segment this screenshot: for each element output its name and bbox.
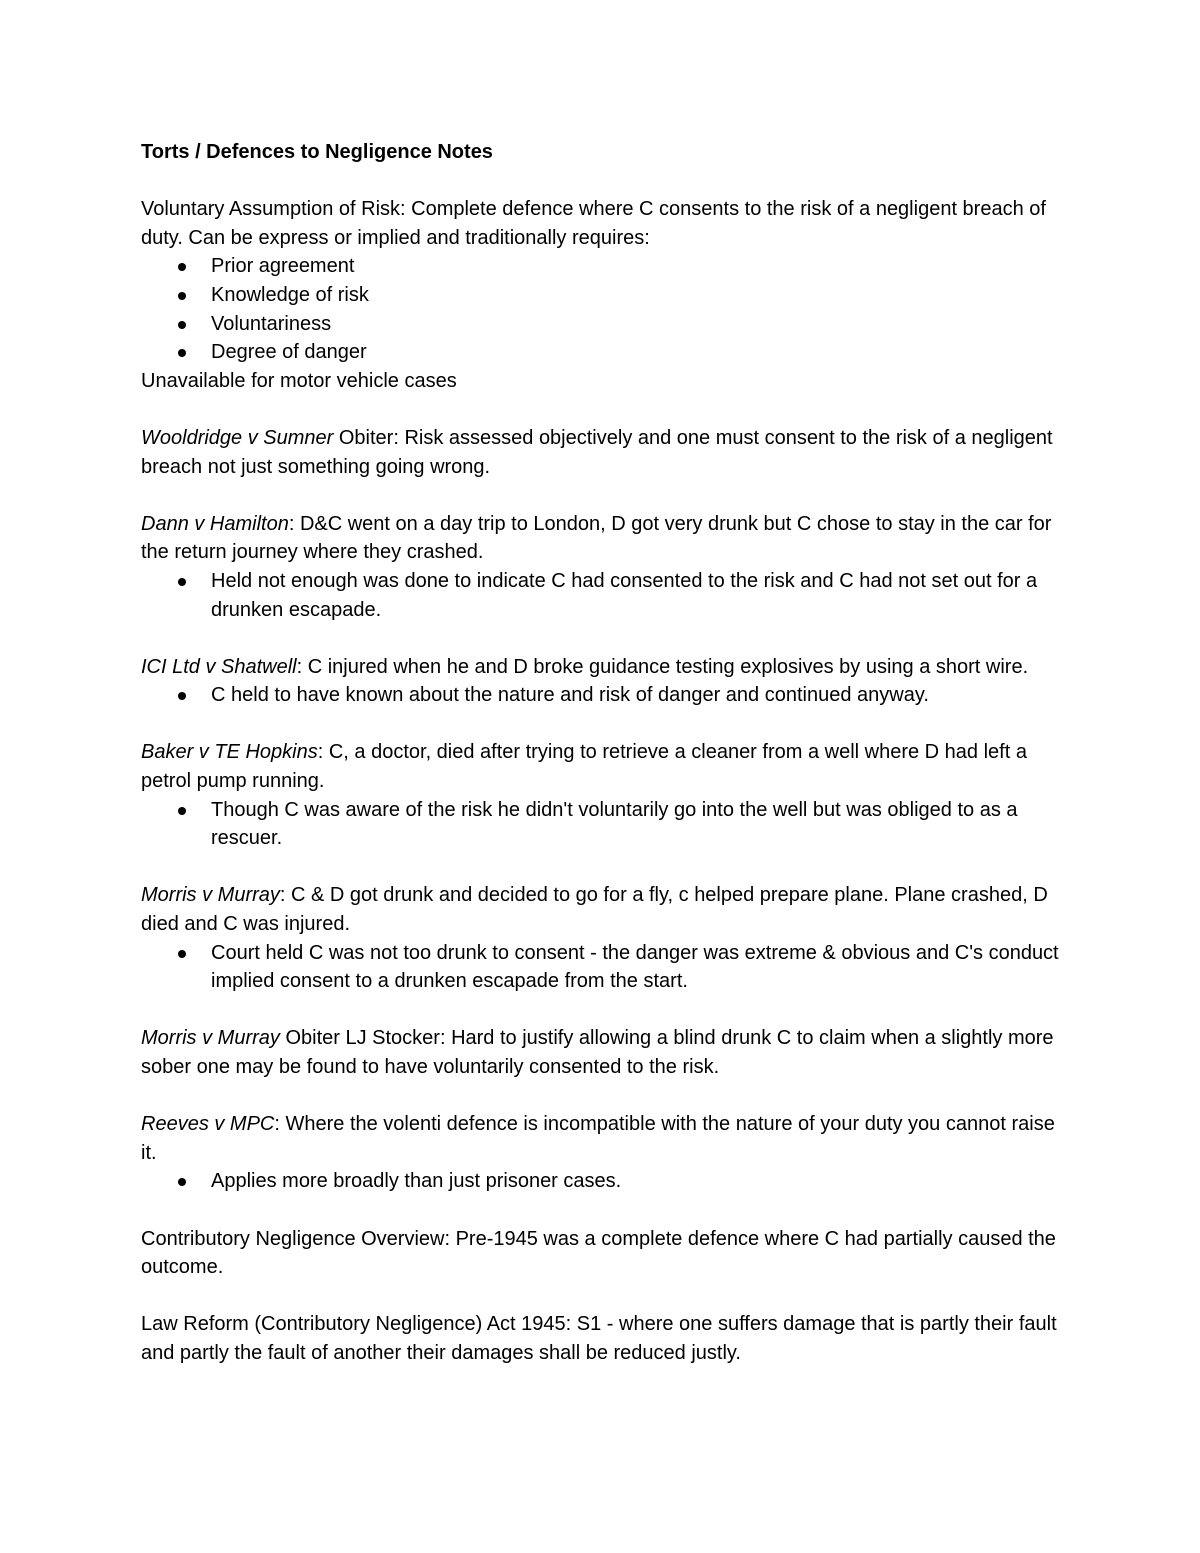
reeves-bullets: [141, 1167, 1071, 1196]
law-reform-paragraph: Law Reform (Contributory Negligence) Act 1945: S1 - where one suffers damage that is partly their fault and partly the fault of another their damages shall be reduced justly.: [141, 1313, 1057, 1364]
list-item-text: Degree of danger: [211, 341, 367, 364]
volenti-note: Unavailable for motor vehicle cases: [141, 369, 457, 392]
reeves-paragraph: [141, 1110, 1071, 1167]
list-item-text: Knowledge of risk: [211, 283, 369, 306]
list-item: [211, 796, 1071, 853]
wooldridge-paragraph: [141, 424, 1071, 481]
case-text: Obiter LJ Stocker: Hard to justify allowing a blind drunk C to claim when a slightly more sober one may be found to have voluntarily consented to the risk.: [141, 1027, 1054, 1078]
list-item-text: Court held C was not too drunk to consent - the danger was extreme & obvious and C's conduct implied consent to a drunken escapade from the start.: [211, 941, 1059, 993]
list-item-text: Applies more broadly than just prisoner cases.: [211, 1170, 622, 1193]
bullet-icon: [178, 321, 186, 329]
spacer: [141, 710, 1071, 739]
morris-paragraph: [141, 881, 1071, 938]
morris-bullets: [141, 939, 1071, 996]
bullet-icon: [178, 692, 186, 700]
case-name: Wooldridge v Sumner: [141, 426, 334, 449]
ici-paragraph: [141, 653, 1071, 682]
case-name: Reeves v MPC: [141, 1113, 275, 1136]
spacer: [141, 853, 1071, 882]
list-item: [211, 939, 1071, 996]
baker-paragraph: [141, 738, 1071, 795]
list-item: [211, 567, 1071, 624]
case-name: ICI Ltd v Shatwell: [141, 655, 297, 678]
volenti-intro: Voluntary Assumption of Risk: Complete defence where C consents to the risk of a negligent breach of duty. Can be express or implied and traditionally requires:: [141, 198, 1046, 249]
spacer: [141, 624, 1071, 653]
bullet-icon: [178, 292, 186, 300]
case-name: Dann v Hamilton: [141, 512, 289, 535]
list-item: [211, 310, 1071, 339]
spacer: [141, 1082, 1071, 1111]
bullet-icon: [178, 1178, 186, 1186]
case-name: Morris v Murray: [141, 884, 280, 907]
list-item: [211, 252, 1071, 281]
list-item-text: Voluntariness: [211, 312, 332, 335]
case-text: : C & D got drunk and decided to go for a fly, c helped prepare plane. Plane crashed, D died and C was injured.: [141, 884, 1048, 936]
list-item: [211, 281, 1071, 310]
bullet-icon: [178, 263, 186, 271]
dann-bullets: [141, 567, 1071, 624]
spacer: [141, 1282, 1071, 1311]
list-item-text: Held not enough was done to indicate C had consented to the risk and C had not set out for a drunken escapade.: [211, 569, 1038, 621]
spacer: [141, 167, 1071, 196]
list-item: [211, 1167, 1071, 1196]
case-text: Obiter: Risk assessed objectively and one must consent to the risk of a negligent breach not just something going wrong.: [141, 426, 1053, 478]
case-text: : C injured when he and D broke guidance testing explosives by using a short wire.: [296, 655, 1029, 678]
list-item-text: Prior agreement: [211, 255, 355, 278]
bullet-icon: [178, 578, 186, 586]
volenti-requirements-list: [141, 252, 1071, 366]
bullet-icon: [178, 950, 186, 958]
contributory-paragraph: Contributory Negligence Overview: Pre-1945 was a complete defence where C had partially caused the outcome.: [141, 1227, 1056, 1279]
list-item-text: Though C was aware of the risk he didn't voluntarily go into the well but was obliged to as a rescuer.: [211, 798, 1018, 850]
list-item: [211, 338, 1071, 367]
case-name: Morris v Murray: [141, 1027, 280, 1050]
list-item: [211, 681, 1071, 710]
case-text: : C, a doctor, died after trying to retrieve a cleaner from a well where D had left a petrol pump running.: [141, 741, 1027, 793]
case-text: : Where the volenti defence is incompatible with the nature of your duty you cannot raise it.: [141, 1113, 1055, 1164]
morris-obiter-paragraph: [141, 1024, 1071, 1081]
spacer: [141, 395, 1071, 424]
document-title: Torts / Defences to Negligence Notes: [141, 141, 493, 163]
bullet-icon: [178, 349, 186, 357]
baker-bullets: [141, 796, 1071, 853]
spacer: [141, 996, 1071, 1025]
bullet-icon: [178, 807, 186, 815]
document-page: [141, 138, 1071, 1368]
list-item-text: C held to have known about the nature and risk of danger and continued anyway.: [211, 684, 929, 707]
case-name: Baker v TE Hopkins: [141, 741, 318, 764]
spacer: [141, 481, 1071, 510]
dann-paragraph: [141, 510, 1071, 567]
ici-bullets: [141, 681, 1071, 710]
case-text: : D&C went on a day trip to London, D got very drunk but C chose to stay in the car for the return journey where they crashed.: [141, 512, 1052, 564]
spacer: [141, 1196, 1071, 1225]
